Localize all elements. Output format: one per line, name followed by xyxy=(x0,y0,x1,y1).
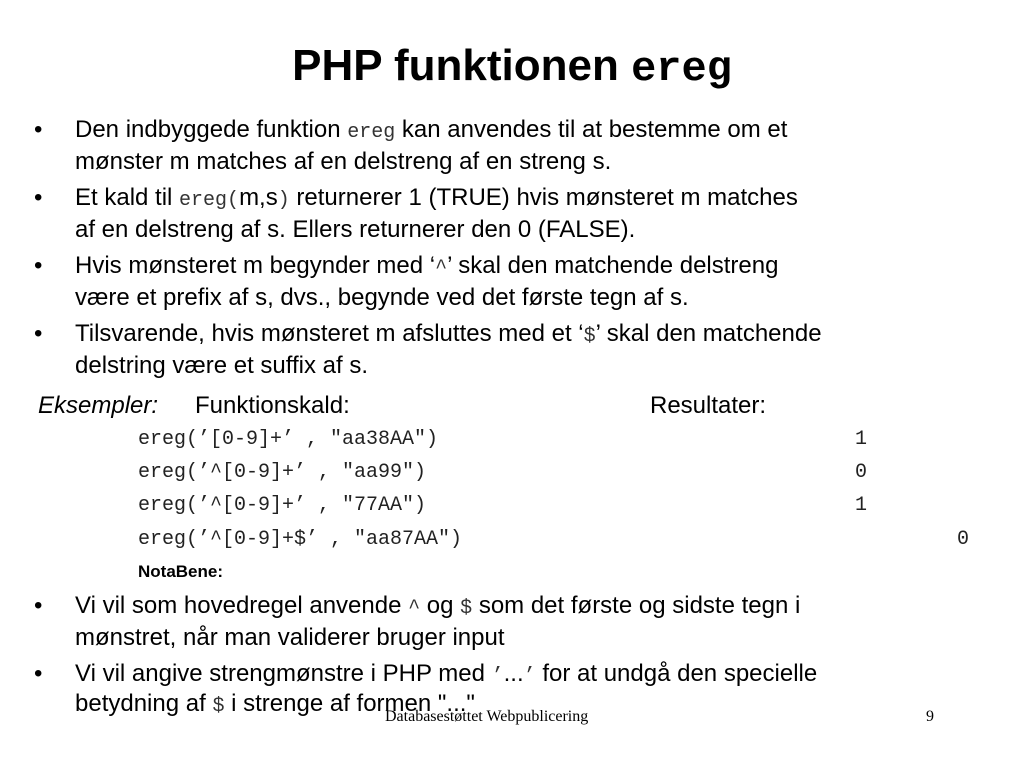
example-call: ereg(’[0-9]+’ , "aa38AA") xyxy=(138,428,439,451)
examples-col-result: Resultater: xyxy=(650,392,767,419)
bullet-marker: • xyxy=(34,116,43,143)
example-call: ereg(’^[0-9]+$’ , "aa87AA") xyxy=(138,528,463,551)
bullet-3-line-2: være et prefix af s, dvs., begynde ved det første tegn af s. xyxy=(75,284,689,311)
example-call: ereg(’^[0-9]+’ , "aa99") xyxy=(138,461,427,484)
bullet-5-line-1: Vi vil som hovedregel anvende ^ og $ som det første og sidste tegn i xyxy=(75,592,801,620)
bullet-1-line-1: Den indbyggede funktion ereg kan anvendes til at bestemme om et xyxy=(75,116,788,144)
examples-label: Eksempler: xyxy=(38,392,159,419)
slide-title xyxy=(0,38,1024,97)
bullet-marker: • xyxy=(34,592,43,619)
examples-col-call: Funktionskald: xyxy=(195,392,350,419)
footer-course-title: Databasestøttet Webpublicering xyxy=(385,708,589,725)
example-call: ereg(’^[0-9]+’ , "77AA") xyxy=(138,494,427,517)
example-result: 0 xyxy=(855,461,868,484)
bullet-4-line-2: delstring være et suffix af s. xyxy=(75,352,369,379)
bullet-marker: • xyxy=(34,252,43,279)
bullet-6-line-1: Vi vil angive strengmønstre i PHP med ’...’ for at undgå den specielle xyxy=(75,660,818,688)
bullet-3-line-1: Hvis mønsteret m begynder med ‘^’ skal den matchende delstreng xyxy=(75,252,779,280)
bullet-5-line-2: mønstret, når man validerer bruger input xyxy=(75,624,505,651)
title-code: ereg xyxy=(631,45,732,93)
bullet-marker: • xyxy=(34,320,43,347)
bullet-6-line-2: betydning af $ i strenge af formen "..." xyxy=(75,690,475,718)
bullet-4-line-1: Tilsvarende, hvis mønsteret m afsluttes med et ‘$’ skal den matchende xyxy=(75,320,822,348)
bullet-2-line-2: af en delstreng af s. Ellers returnerer den 0 (FALSE). xyxy=(75,216,636,243)
bullet-marker: • xyxy=(34,184,43,211)
notabene-label: NotaBene: xyxy=(138,562,224,581)
example-result: 1 xyxy=(855,428,868,451)
example-result: 0 xyxy=(957,528,970,551)
bullet-1-line-2: mønster m matches af en delstreng af en streng s. xyxy=(75,148,612,175)
bullet-marker: • xyxy=(34,660,43,687)
page-number: 9 xyxy=(926,708,934,725)
title-text: PHP funktionen xyxy=(292,41,632,90)
example-result: 1 xyxy=(855,494,868,517)
bullet-2-line-1: Et kald til ereg(m,s) returnerer 1 (TRUE) hvis mønsteret m matches xyxy=(75,184,798,212)
